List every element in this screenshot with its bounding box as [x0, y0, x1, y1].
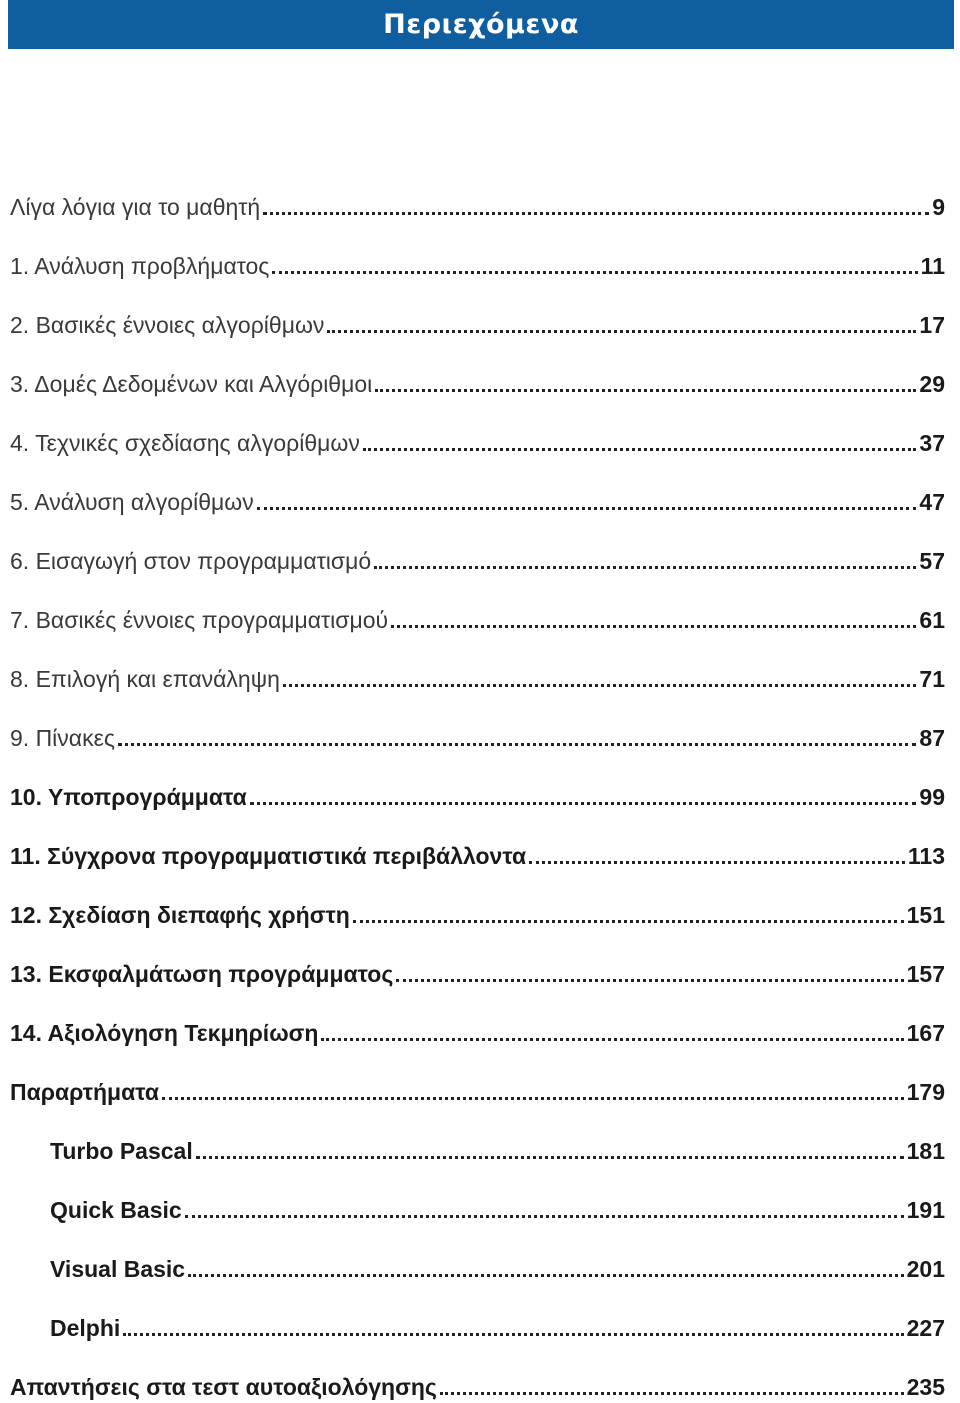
- toc-entry-label: 1. Ανάλυση προβλήματος: [10, 253, 270, 279]
- dot-leader: [196, 1156, 904, 1159]
- toc-entry-label: Απαντήσεις στα τεστ αυτοαξιολόγησης: [10, 1374, 437, 1400]
- toc-entry-page: 17: [919, 312, 945, 338]
- toc-entry-page: 29: [919, 371, 945, 397]
- toc-entry-label: 2. Βασικές έννοιες αλγορίθμων: [10, 312, 325, 338]
- toc-entry-page: 167: [906, 1020, 945, 1046]
- toc-entry-label: 8. Επιλογή και επανάληψη: [10, 666, 280, 692]
- toc-entry-label: 5. Ανάλυση αλγορίθμων: [10, 489, 254, 515]
- toc-entry-label: 12. Σχεδίαση διεπαφής χρήστη: [10, 902, 350, 928]
- dot-leader: [118, 743, 916, 746]
- toc-entry[interactable]: [10, 418, 945, 458]
- toc-subentry[interactable]: [10, 1126, 945, 1166]
- toc-entry-page: 151: [906, 902, 945, 928]
- dot-leader: [391, 625, 916, 628]
- toc-entry[interactable]: [10, 713, 945, 753]
- toc-entry[interactable]: [10, 300, 945, 340]
- toc-entry-label: Visual Basic: [50, 1256, 186, 1282]
- toc-entry[interactable]: [10, 182, 945, 222]
- dot-leader: [529, 861, 905, 864]
- toc-entry-label: 6. Εισαγωγή στον προγραμματισμό: [10, 548, 372, 574]
- toc-entry[interactable]: [10, 1008, 945, 1048]
- toc-entry-page: 57: [919, 548, 945, 574]
- toc-entry-page: 71: [919, 666, 945, 692]
- toc-entry-page: 157: [906, 961, 945, 987]
- dot-leader: [396, 979, 903, 982]
- dot-leader: [257, 507, 917, 510]
- toc-entry[interactable]: [10, 654, 945, 694]
- dot-leader: [283, 684, 917, 687]
- toc-entry[interactable]: [10, 772, 945, 812]
- toc-entry-label: Turbo Pascal: [50, 1138, 193, 1164]
- toc-entry-page: 37: [919, 430, 945, 456]
- dot-leader: [263, 212, 929, 215]
- toc-entry[interactable]: [10, 890, 945, 930]
- dot-leader: [327, 330, 916, 333]
- toc-entry-label: 9. Πίνακες: [10, 725, 115, 751]
- toc-entry-label: Delphi: [50, 1315, 121, 1341]
- toc-entry-label: 7. Βασικές έννοιες προγραμματισμού: [10, 607, 389, 633]
- toc-entry-label: 3. Δομές Δεδομένων και Αλγόριθμοι: [10, 371, 373, 397]
- dot-leader: [162, 1097, 904, 1100]
- toc-entry-label: 4. Τεχνικές σχεδίασης αλγορίθμων: [10, 430, 360, 456]
- toc-entry[interactable]: [10, 949, 945, 989]
- toc-subentry[interactable]: [10, 1244, 945, 1284]
- toc-entry-label: Λίγα λόγια για το μαθητή: [10, 194, 261, 220]
- dot-leader: [440, 1392, 904, 1395]
- toc-entry[interactable]: [10, 359, 945, 399]
- dot-leader: [272, 271, 917, 274]
- toc-entry[interactable]: [10, 1067, 945, 1107]
- toc-entry-label: 13. Εκσφαλμάτωση προγράμματος: [10, 961, 394, 987]
- toc-entry[interactable]: [10, 241, 945, 281]
- toc-entry-label: 10. Υποπρογράμματα: [10, 784, 247, 810]
- dot-leader: [363, 448, 917, 451]
- toc-entry-page: 47: [919, 489, 945, 515]
- toc-entry[interactable]: [10, 477, 945, 517]
- toc-entry-page: 113: [907, 843, 945, 869]
- toc-entry-page: 235: [906, 1374, 945, 1400]
- dot-leader: [123, 1333, 903, 1336]
- dot-leader: [185, 1215, 904, 1218]
- toc-entry-page: 227: [906, 1315, 945, 1341]
- toc-entry-label: 14. Αξιολόγηση Τεκμηρίωση: [10, 1020, 319, 1046]
- toc-entry-page: 9: [932, 194, 945, 220]
- toc-entry[interactable]: [10, 536, 945, 576]
- toc-entry-page: 87: [919, 725, 945, 751]
- toc-entry-page: 181: [906, 1138, 945, 1164]
- toc-entry[interactable]: [10, 831, 945, 871]
- toc-subentry[interactable]: [10, 1185, 945, 1225]
- toc-entry-label: Quick Basic: [50, 1197, 182, 1223]
- toc-entry-page: 61: [919, 607, 945, 633]
- dot-leader: [250, 802, 917, 805]
- toc-entry-page: 201: [906, 1256, 945, 1282]
- dot-leader: [353, 920, 904, 923]
- title-banner: [8, 0, 954, 49]
- toc-entry-page: 179: [906, 1079, 945, 1105]
- dot-leader: [374, 566, 916, 569]
- toc-entry-page: 99: [919, 784, 945, 810]
- dot-leader: [375, 389, 916, 392]
- page-title: Περιεχόμενα: [383, 9, 579, 40]
- toc-entry-label: Παραρτήματα: [10, 1079, 159, 1105]
- toc-entry-page: 191: [906, 1197, 945, 1223]
- toc-entry[interactable]: [10, 1362, 945, 1402]
- toc-subentry[interactable]: [10, 1303, 945, 1343]
- toc-entry-page: 11: [920, 253, 945, 279]
- dot-leader: [321, 1038, 903, 1041]
- dot-leader: [188, 1274, 904, 1277]
- toc-entry-label: 11. Σύγχρονα προγραμματιστικά περιβάλλοντα: [10, 843, 527, 869]
- toc-entry[interactable]: [10, 595, 945, 635]
